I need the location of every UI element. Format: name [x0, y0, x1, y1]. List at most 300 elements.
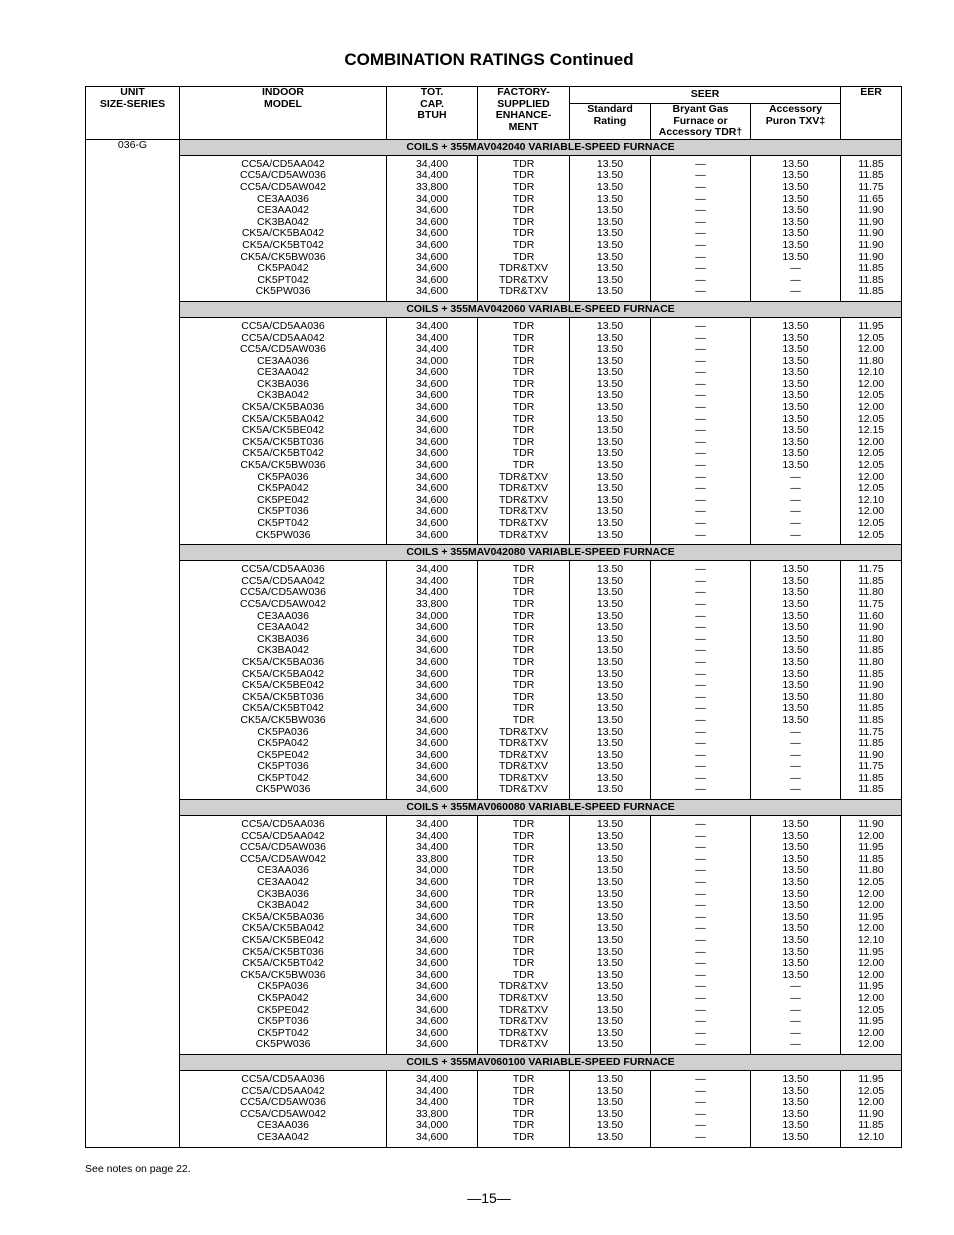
eer-value: 12.10 [857, 366, 885, 379]
factory-enhancement-value: TDR [512, 366, 535, 379]
indoor-model-value: CC5A/CD5AW042 [240, 852, 326, 865]
factory-enhancement-value: TDR&TXV [498, 1015, 548, 1028]
page-title: COMBINATION RATINGS Continued [344, 50, 634, 69]
indoor-model-value: CK5A/CK5BA036 [241, 655, 325, 668]
factory-enhancement-value: TDR [512, 180, 535, 193]
factory-enhancement-value: TDR&TXV [498, 760, 548, 773]
indoor-model-value: CK5A/CK5BT042 [242, 702, 324, 715]
indoor-model-value: CC5A/CD5AW036 [240, 841, 326, 854]
standard-rating-value: 13.50 [596, 157, 624, 170]
puron-txv-value: 13.50 [782, 934, 809, 946]
bryant-tdr-value: — [695, 876, 706, 889]
factory-enhancement-value: TDR [512, 563, 535, 576]
factory-enhancement-value: TDR [512, 401, 535, 414]
indoor-model-value: CC5A/CD5AW036 [240, 169, 326, 182]
total-capacity-value: 34,600 [415, 771, 449, 784]
standard-rating-value: 13.50 [596, 447, 624, 460]
indoor-model-value: CE3AA042 [257, 876, 309, 889]
factory-enhancement-value: TDR [512, 644, 535, 657]
bryant-tdr-value: — [695, 424, 706, 437]
puron-txv-value: — [790, 505, 801, 518]
total-capacity-value: 34,400 [415, 818, 449, 831]
indoor-model-value: CK5A/CK5BE042 [241, 934, 325, 946]
total-capacity-value: 34,600 [415, 227, 449, 240]
puron-txv-value: 13.50 [782, 1096, 809, 1109]
eer-value: 11.80 [858, 632, 884, 645]
standard-rating-value: 13.50 [596, 215, 624, 228]
puron-txv-value: 13.50 [782, 204, 809, 217]
puron-txv-value: — [790, 482, 801, 495]
puron-txv-value: — [790, 1003, 801, 1016]
puron-txv-value: 13.50 [782, 852, 809, 865]
header-factory-enhancement: FACTORY- SUPPLIED ENHANCE- MENT [478, 87, 570, 140]
bryant-tdr-value: — [695, 250, 706, 263]
bryant-tdr-value: — [695, 818, 706, 831]
indoor-model-value: CK5PT042 [257, 517, 309, 529]
eer-value: 12.00 [857, 922, 885, 935]
indoor-model-value: CE3AA036 [257, 864, 309, 877]
puron-txv-value: 13.50 [782, 957, 809, 970]
eer-value: 12.00 [857, 435, 885, 448]
factory-enhancement-value: TDR&TXV [498, 1026, 548, 1039]
total-capacity-cell [387, 1070, 478, 1147]
standard-rating-value: 13.50 [596, 586, 624, 599]
eer-cell [841, 155, 902, 301]
eer-value: 11.90 [858, 679, 884, 692]
header-standard-rating: Standard Rating [570, 104, 651, 140]
standard-rating-value: 13.50 [596, 713, 624, 726]
factory-enhancement-value: TDR [512, 1130, 535, 1143]
bryant-tdr-value: — [695, 609, 706, 622]
eer-value: 11.80 [858, 690, 884, 703]
eer-value: 12.05 [857, 331, 885, 344]
total-capacity-value: 34,600 [415, 517, 449, 529]
standard-rating-value: 13.50 [596, 783, 624, 796]
puron-txv-value: 13.50 [782, 377, 809, 390]
eer-value: 11.85 [858, 783, 884, 796]
factory-enhancement-value: TDR [512, 377, 535, 390]
bryant-tdr-value: — [695, 401, 706, 414]
bryant-tdr-value: — [695, 215, 706, 228]
factory-enhancement-value: TDR&TXV [498, 273, 548, 286]
bryant-tdr-value: — [695, 713, 706, 726]
eer-value: 11.85 [858, 285, 884, 298]
puron-txv-value: — [790, 760, 801, 773]
puron-txv-value: 13.50 [782, 563, 809, 576]
indoor-model-value: CK3BA036 [257, 377, 309, 390]
standard-rating-value: 13.50 [596, 841, 624, 854]
factory-enhancement-cell [478, 561, 570, 800]
total-capacity-value: 34,600 [415, 621, 449, 634]
bryant-tdr-value: — [695, 354, 706, 367]
bryant-tdr-value: — [695, 1003, 706, 1016]
section-title: COILS + 355MAV060080 VARIABLE-SPEED FURNACE [180, 800, 902, 816]
footnote: See notes on page 22. [85, 1163, 191, 1175]
section-row [86, 800, 902, 816]
factory-enhancement-value: TDR [512, 621, 535, 634]
bryant-tdr-value: — [695, 644, 706, 657]
standard-rating-value: 13.50 [596, 679, 624, 692]
total-capacity-cell [387, 561, 478, 800]
total-capacity-value: 34,600 [415, 922, 449, 935]
indoor-model-value: CE3AA036 [257, 354, 309, 367]
factory-enhancement-value: TDR [512, 876, 535, 889]
standard-rating-value: 13.50 [596, 250, 624, 263]
puron-txv-value: 13.50 [782, 238, 809, 251]
eer-value: 11.90 [858, 238, 884, 251]
indoor-model-value: CK5A/CK5BW036 [240, 713, 326, 726]
eer-value: 12.05 [857, 517, 885, 529]
eer-value: 11.90 [858, 818, 884, 831]
puron-txv-value: 13.50 [782, 864, 809, 877]
eer-value: 11.95 [858, 841, 884, 854]
bryant-tdr-value: — [695, 343, 706, 356]
eer-value: 12.00 [857, 887, 885, 900]
puron-txv-value: 13.50 [782, 250, 809, 263]
indoor-model-value: CK5PE042 [257, 748, 309, 761]
factory-enhancement-value: TDR [512, 829, 535, 842]
indoor-model-value: CK5PA042 [257, 991, 309, 1004]
total-capacity-value: 34,600 [415, 934, 449, 946]
total-capacity-value: 34,600 [415, 435, 449, 448]
bryant-tdr-value: — [695, 435, 706, 448]
puron-txv-value: — [790, 285, 801, 298]
indoor-model-value: CK3BA036 [257, 632, 309, 645]
standard-rating-value: 13.50 [596, 1130, 624, 1143]
standard-rating-value: 13.50 [596, 343, 624, 356]
standard-rating-value: 13.50 [596, 737, 624, 750]
puron-txv-value: 13.50 [782, 679, 809, 692]
eer-value: 12.10 [857, 1130, 885, 1143]
bryant-tdr-value: — [695, 586, 706, 599]
bryant-tdr-value: — [695, 169, 706, 182]
standard-rating-value: 13.50 [596, 621, 624, 634]
puron-txv-value: — [790, 262, 801, 275]
total-capacity-value: 34,600 [415, 968, 449, 981]
eer-value: 11.90 [858, 621, 884, 634]
factory-enhancement-value: TDR [512, 238, 535, 251]
factory-enhancement-value: TDR [512, 899, 535, 912]
factory-enhancement-value: TDR [512, 192, 535, 205]
unit-size-cell: 036-G [86, 139, 180, 1147]
total-capacity-value: 34,600 [415, 1026, 449, 1039]
bryant-tdr-value: — [695, 563, 706, 576]
puron-txv-value: 13.50 [782, 389, 809, 402]
factory-enhancement-value: TDR&TXV [498, 493, 548, 506]
eer-value: 11.80 [858, 864, 884, 877]
factory-enhancement-value: TDR [512, 215, 535, 228]
puron-txv-value: — [790, 1026, 801, 1039]
factory-enhancement-value: TDR [512, 204, 535, 217]
total-capacity-value: 34,000 [415, 192, 449, 205]
eer-value: 11.85 [858, 1119, 884, 1132]
puron-txv-value: 13.50 [782, 968, 809, 981]
factory-enhancement-value: TDR&TXV [498, 528, 548, 541]
indoor-model-value: CK5A/CK5BT042 [242, 957, 324, 970]
standard-rating-value: 13.50 [596, 389, 624, 402]
standard-rating-value: 13.50 [596, 1119, 624, 1132]
puron-txv-value: 13.50 [782, 818, 809, 831]
eer-value: 11.75 [858, 725, 884, 738]
bryant-tdr-value: — [695, 632, 706, 645]
standard-rating-value: 13.50 [596, 748, 624, 761]
factory-enhancement-value: TDR [512, 459, 535, 472]
puron-txv-cell [751, 561, 841, 800]
indoor-model-value: CE3AA036 [257, 1119, 309, 1132]
total-capacity-value: 34,600 [415, 991, 449, 1004]
total-capacity-value: 34,600 [415, 644, 449, 657]
standard-rating-value: 13.50 [596, 991, 624, 1004]
factory-enhancement-value: TDR [512, 412, 535, 425]
header-indoor-model: INDOOR MODEL [180, 87, 387, 140]
indoor-model-value: CK5PA036 [257, 725, 309, 738]
section-data-row [86, 816, 902, 1055]
total-capacity-value: 34,600 [415, 528, 449, 541]
bryant-tdr-value: — [695, 366, 706, 379]
standard-rating-value: 13.50 [596, 238, 624, 251]
header-total-capacity: TOT. CAP. BTUH [387, 87, 478, 140]
factory-enhancement-value: TDR&TXV [498, 748, 548, 761]
indoor-model-value: CK5PA036 [257, 470, 309, 483]
puron-txv-value: 13.50 [782, 424, 809, 437]
total-capacity-value: 34,600 [415, 655, 449, 668]
bryant-tdr-value: — [695, 1038, 706, 1051]
total-capacity-value: 34,600 [415, 1015, 449, 1028]
indoor-model-value: CC5A/CD5AA042 [241, 157, 325, 170]
section-row [86, 139, 902, 155]
puron-txv-value: — [790, 980, 801, 993]
puron-txv-value: 13.50 [782, 690, 809, 703]
factory-enhancement-value: TDR [512, 818, 535, 831]
standard-rating-value: 13.50 [596, 528, 624, 541]
standard-rating-value: 13.50 [596, 1096, 624, 1109]
eer-cell [841, 317, 902, 544]
bryant-tdr-value: — [695, 899, 706, 912]
total-capacity-value: 34,600 [415, 713, 449, 726]
eer-value: 12.00 [857, 991, 885, 1004]
total-capacity-value: 34,400 [415, 343, 449, 356]
indoor-model-cell [180, 155, 387, 301]
total-capacity-value: 34,600 [415, 980, 449, 993]
standard-rating-value: 13.50 [596, 285, 624, 298]
factory-enhancement-value: TDR [512, 864, 535, 877]
total-capacity-value: 34,600 [415, 470, 449, 483]
puron-txv-value: 13.50 [782, 945, 809, 958]
factory-enhancement-value: TDR [512, 887, 535, 900]
eer-value: 12.00 [857, 957, 885, 970]
factory-enhancement-value: TDR [512, 945, 535, 958]
puron-txv-value: 13.50 [782, 1084, 809, 1097]
bryant-tdr-cell [651, 816, 751, 1055]
standard-rating-cell [570, 155, 651, 301]
standard-rating-value: 13.50 [596, 655, 624, 668]
eer-value: 11.95 [858, 1015, 884, 1028]
puron-txv-value: 13.50 [782, 922, 809, 935]
puron-txv-value: — [790, 991, 801, 1004]
indoor-model-value: CK5PT042 [257, 771, 309, 784]
indoor-model-value: CK5A/CK5BA042 [241, 922, 325, 935]
total-capacity-value: 34,600 [415, 887, 449, 900]
standard-rating-value: 13.50 [596, 1107, 624, 1120]
eer-value: 12.00 [857, 899, 885, 912]
factory-enhancement-value: TDR [512, 169, 535, 182]
bryant-tdr-value: — [695, 621, 706, 634]
bryant-tdr-value: — [695, 157, 706, 170]
total-capacity-value: 34,600 [415, 412, 449, 425]
standard-rating-value: 13.50 [596, 702, 624, 715]
total-capacity-value: 34,600 [415, 1038, 449, 1051]
indoor-model-value: CK5A/CK5BT036 [242, 690, 324, 703]
indoor-model-value: CK5PT042 [257, 1026, 309, 1039]
eer-value: 12.05 [857, 528, 885, 541]
factory-enhancement-value: TDR [512, 679, 535, 692]
total-capacity-value: 34,600 [415, 1003, 449, 1016]
bryant-tdr-value: — [695, 760, 706, 773]
standard-rating-value: 13.50 [596, 876, 624, 889]
eer-value: 11.90 [858, 204, 884, 217]
combination-ratings-table [85, 86, 902, 1148]
eer-value: 12.05 [857, 447, 885, 460]
standard-rating-value: 13.50 [596, 1038, 624, 1051]
eer-value: 12.00 [857, 343, 885, 356]
factory-enhancement-value: TDR&TXV [498, 470, 548, 483]
eer-value: 11.95 [858, 1072, 884, 1085]
bryant-tdr-value: — [695, 1119, 706, 1132]
puron-txv-value: 13.50 [782, 876, 809, 889]
total-capacity-value: 34,600 [415, 702, 449, 715]
section-data-row [86, 1070, 902, 1147]
standard-rating-cell [570, 317, 651, 544]
bryant-tdr-value: — [695, 737, 706, 750]
total-capacity-value: 34,000 [415, 609, 449, 622]
bryant-tdr-value: — [695, 597, 706, 610]
factory-enhancement-value: TDR&TXV [498, 725, 548, 738]
standard-rating-value: 13.50 [596, 690, 624, 703]
bryant-tdr-value: — [695, 980, 706, 993]
total-capacity-value: 34,400 [415, 563, 449, 576]
puron-txv-value: 13.50 [782, 586, 809, 599]
indoor-model-cell [180, 1070, 387, 1147]
eer-value: 12.05 [857, 876, 885, 889]
standard-rating-value: 13.50 [596, 910, 624, 923]
factory-enhancement-value: TDR&TXV [498, 771, 548, 784]
puron-txv-value: 13.50 [782, 667, 809, 680]
header-seer: SEER [570, 87, 841, 104]
puron-txv-value: 13.50 [782, 366, 809, 379]
total-capacity-value: 34,400 [415, 157, 449, 170]
factory-enhancement-value: TDR [512, 424, 535, 437]
indoor-model-value: CK5A/CK5BT042 [242, 238, 324, 251]
bryant-tdr-value: — [695, 227, 706, 240]
puron-txv-value: 13.50 [782, 1072, 809, 1085]
eer-value: 11.80 [858, 586, 884, 599]
total-capacity-value: 34,600 [415, 783, 449, 796]
factory-enhancement-value: TDR&TXV [498, 262, 548, 275]
factory-enhancement-value: TDR [512, 1084, 535, 1097]
factory-enhancement-value: TDR [512, 250, 535, 263]
standard-rating-value: 13.50 [596, 366, 624, 379]
bryant-tdr-cell [651, 561, 751, 800]
indoor-model-value: CK5PW036 [255, 285, 311, 298]
puron-txv-value: 13.50 [782, 1130, 809, 1143]
total-capacity-value: 34,400 [415, 841, 449, 854]
standard-rating-value: 13.50 [596, 401, 624, 414]
factory-enhancement-value: TDR [512, 157, 535, 170]
indoor-model-value: CK5A/CK5BA042 [241, 412, 325, 425]
eer-value: 11.85 [858, 574, 884, 587]
factory-enhancement-value: TDR [512, 343, 535, 356]
standard-rating-value: 13.50 [596, 273, 624, 286]
indoor-model-value: CK5PT036 [257, 505, 309, 518]
eer-value: 11.85 [858, 667, 884, 680]
indoor-model-value: CK5PE042 [257, 493, 309, 506]
factory-enhancement-value: TDR&TXV [498, 991, 548, 1004]
indoor-model-value: CK5PE042 [257, 1003, 309, 1016]
total-capacity-value: 34,600 [415, 1130, 449, 1143]
puron-txv-value: — [790, 273, 801, 286]
section-data-row [86, 317, 902, 544]
puron-txv-value: 13.50 [782, 447, 809, 460]
puron-txv-value: — [790, 771, 801, 784]
indoor-model-value: CE3AA036 [257, 609, 309, 622]
factory-enhancement-cell [478, 155, 570, 301]
eer-cell [841, 561, 902, 800]
eer-value: 11.90 [858, 250, 884, 263]
total-capacity-value: 34,600 [415, 215, 449, 228]
factory-enhancement-cell [478, 317, 570, 544]
factory-enhancement-value: TDR&TXV [498, 980, 548, 993]
total-capacity-value: 34,600 [415, 957, 449, 970]
eer-value: 11.90 [858, 1107, 884, 1120]
bryant-tdr-value: — [695, 957, 706, 970]
eer-value: 12.10 [857, 934, 885, 946]
bryant-tdr-value: — [695, 690, 706, 703]
indoor-model-value: CC5A/CD5AA036 [241, 1072, 325, 1085]
factory-enhancement-value: TDR&TXV [498, 482, 548, 495]
eer-cell [841, 1070, 902, 1147]
total-capacity-value: 34,000 [415, 1119, 449, 1132]
puron-txv-value: 13.50 [782, 609, 809, 622]
standard-rating-value: 13.50 [596, 482, 624, 495]
bryant-tdr-value: — [695, 679, 706, 692]
indoor-model-value: CK5PT036 [257, 1015, 309, 1028]
puron-txv-value: 13.50 [782, 319, 809, 332]
section-title: COILS + 355MAV042040 VARIABLE-SPEED FURNACE [180, 139, 902, 155]
eer-value: 11.85 [858, 852, 884, 865]
standard-rating-value: 13.50 [596, 563, 624, 576]
puron-txv-value: 13.50 [782, 459, 809, 472]
section-row [86, 301, 902, 317]
standard-rating-value: 13.50 [596, 887, 624, 900]
total-capacity-value: 34,600 [415, 204, 449, 217]
indoor-model-cell [180, 816, 387, 1055]
standard-rating-value: 13.50 [596, 1072, 624, 1085]
indoor-model-value: CK5PA042 [257, 482, 309, 495]
standard-rating-cell [570, 1070, 651, 1147]
puron-txv-value: 13.50 [782, 343, 809, 356]
bryant-tdr-value: — [695, 991, 706, 1004]
factory-enhancement-value: TDR [512, 852, 535, 865]
factory-enhancement-value: TDR&TXV [498, 517, 548, 529]
table-body [86, 139, 902, 1147]
total-capacity-value: 34,600 [415, 667, 449, 680]
bryant-tdr-value: — [695, 319, 706, 332]
indoor-model-value: CE3AA042 [257, 204, 309, 217]
total-capacity-value: 34,400 [415, 574, 449, 587]
puron-txv-value: 13.50 [782, 192, 809, 205]
total-capacity-value: 34,600 [415, 482, 449, 495]
indoor-model-value: CC5A/CD5AW036 [240, 586, 326, 599]
